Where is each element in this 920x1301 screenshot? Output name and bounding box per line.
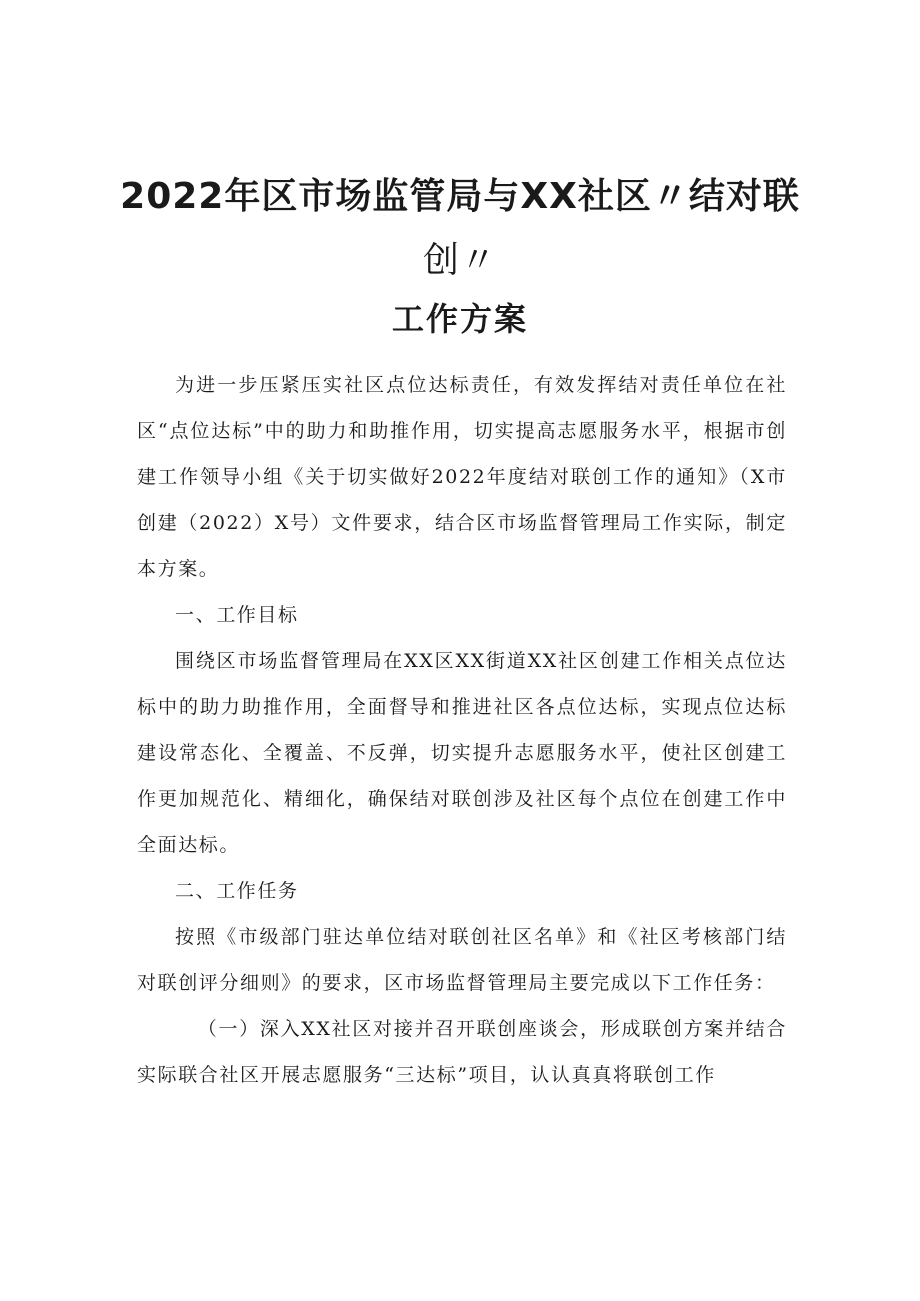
section-heading-goals: 一、工作目标 (175, 604, 299, 626)
intro-paragraph: 为进一步压紧压实社区点位达标责任，有效发挥结对责任单位在社区“点位达标”中的助力和助推作用，切实提高志愿服务水平，根据市创建工作领导小组《关于切实做好2022年度结对联创工作的通知》（X市创建（2022）X号）文件要求，结合区市场监督管理局工作实际，制定本方案。 (137, 374, 787, 580)
task-item-1-paragraph: （一）深入XX社区对接并召开联创座谈会，形成联创方案并结合实际联合社区开展志愿服务“三达标”项目，认认真真将联创工作 (137, 1018, 787, 1086)
document-title-line-1: 2022年区市场监管局与XX社区〃结对联 (120, 176, 800, 217)
section-heading-tasks: 二、工作任务 (175, 880, 299, 902)
document-subtitle: 工作方案 (391, 300, 528, 338)
document-body (137, 362, 787, 1098)
tasks-paragraph: 按照《市级部门驻达单位结对联创社区名单》和《社区考核部门结对联创评分细则》的要求，区市场监督管理局主要完成以下工作任务： (137, 926, 787, 994)
document-title-line-2: 创〃 (422, 240, 497, 281)
goals-paragraph: 围绕区市场监督管理局在XX区XX街道XX社区创建工作相关点位达标中的助力助推作用，全面督导和推进社区各点位达标，实现点位达标建设常态化、全覆盖、不反弹，切实提升志愿服务水平，使社区创建工作更加规范化、精细化，确保结对联创涉及社区每个点位在创建工作中全面达标。 (137, 650, 787, 856)
